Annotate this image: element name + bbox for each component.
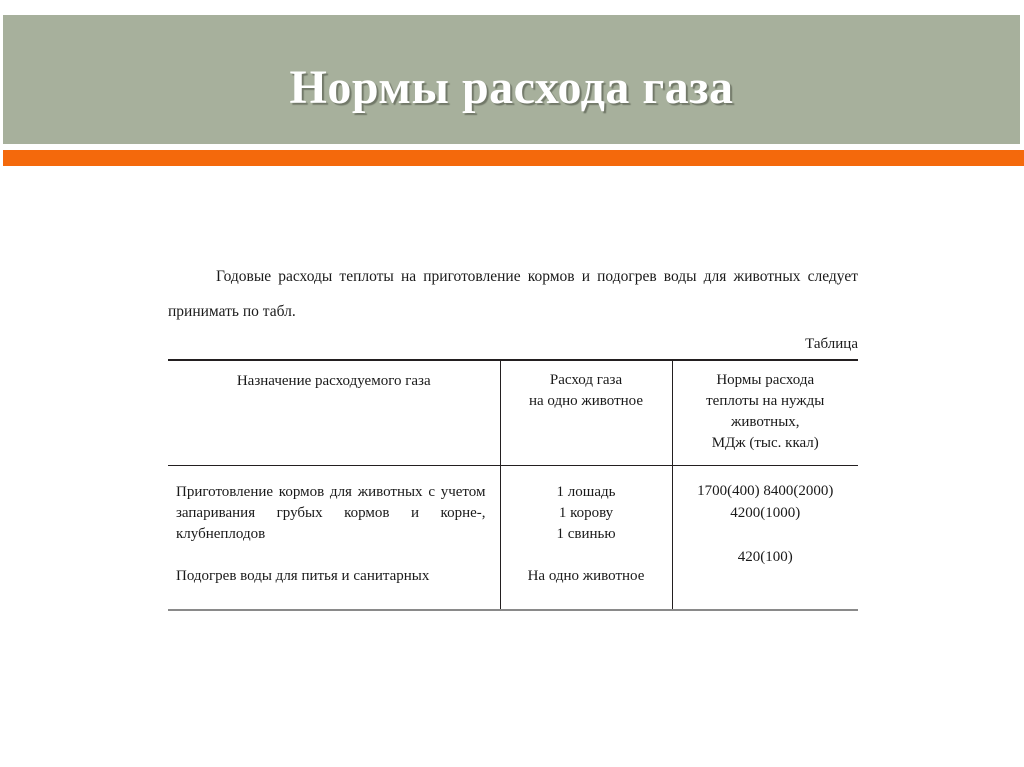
table-header-row bbox=[168, 360, 858, 466]
intro-paragraph: Годовые расходы теплоты на приготовление кормов и подогрев воды для животных следует принимать по табл. bbox=[168, 267, 858, 320]
table-header bbox=[168, 360, 858, 466]
table-cell-purpose bbox=[168, 466, 500, 611]
table-row bbox=[168, 466, 858, 611]
table-header-label-norms-line4: МДж (тыс. ккал) bbox=[711, 435, 819, 451]
table-body bbox=[168, 466, 858, 611]
table-header-label-norms-line2: теплоты на нужды bbox=[706, 393, 825, 409]
consumption-item-pig: 1 свинью bbox=[556, 526, 616, 542]
consumption-item-per-animal: На одно животное bbox=[527, 568, 645, 584]
purpose-text-feed-preparation: Приготовление кормов для животных с учетом запаривания грубых кормов и корне-, клубнеплодов bbox=[176, 484, 486, 542]
norms-value-line2: 4200(1000) bbox=[730, 505, 801, 521]
consumption-item-cow: 1 корову bbox=[558, 505, 614, 521]
table-caption: Таблица bbox=[805, 336, 858, 352]
table-header-label-consumption-line2: на одно животное bbox=[528, 393, 643, 409]
purpose-text-water-heating: Подогрев воды для питья и санитарных bbox=[176, 568, 430, 584]
accent-bar bbox=[3, 150, 1024, 166]
consumption-item-horse: 1 лошадь bbox=[556, 484, 616, 500]
table-cell-heat-norms bbox=[672, 466, 858, 611]
table-header-cell-consumption bbox=[500, 360, 672, 466]
norms-value-water-heating: 420(100) bbox=[737, 549, 793, 565]
page-title: Нормы расхода газа bbox=[289, 61, 734, 114]
norms-value-line1: 1700(400) 8400(2000) bbox=[697, 483, 834, 499]
table-header-label-consumption-line1: Расход газа bbox=[549, 372, 623, 388]
table-header-cell-purpose bbox=[168, 360, 500, 466]
table-header-label-norms-line3: животных, bbox=[730, 414, 800, 430]
table-header-label-purpose: Назначение расходуемого газа bbox=[236, 373, 431, 389]
table-header-cell-heat-norms bbox=[672, 360, 858, 466]
table-header-label-norms-line1: Нормы расхода bbox=[716, 372, 815, 388]
gas-consumption-table bbox=[168, 359, 858, 611]
table-cell-consumption bbox=[500, 466, 672, 611]
data-table-container bbox=[168, 359, 858, 611]
header-banner bbox=[3, 15, 1020, 144]
